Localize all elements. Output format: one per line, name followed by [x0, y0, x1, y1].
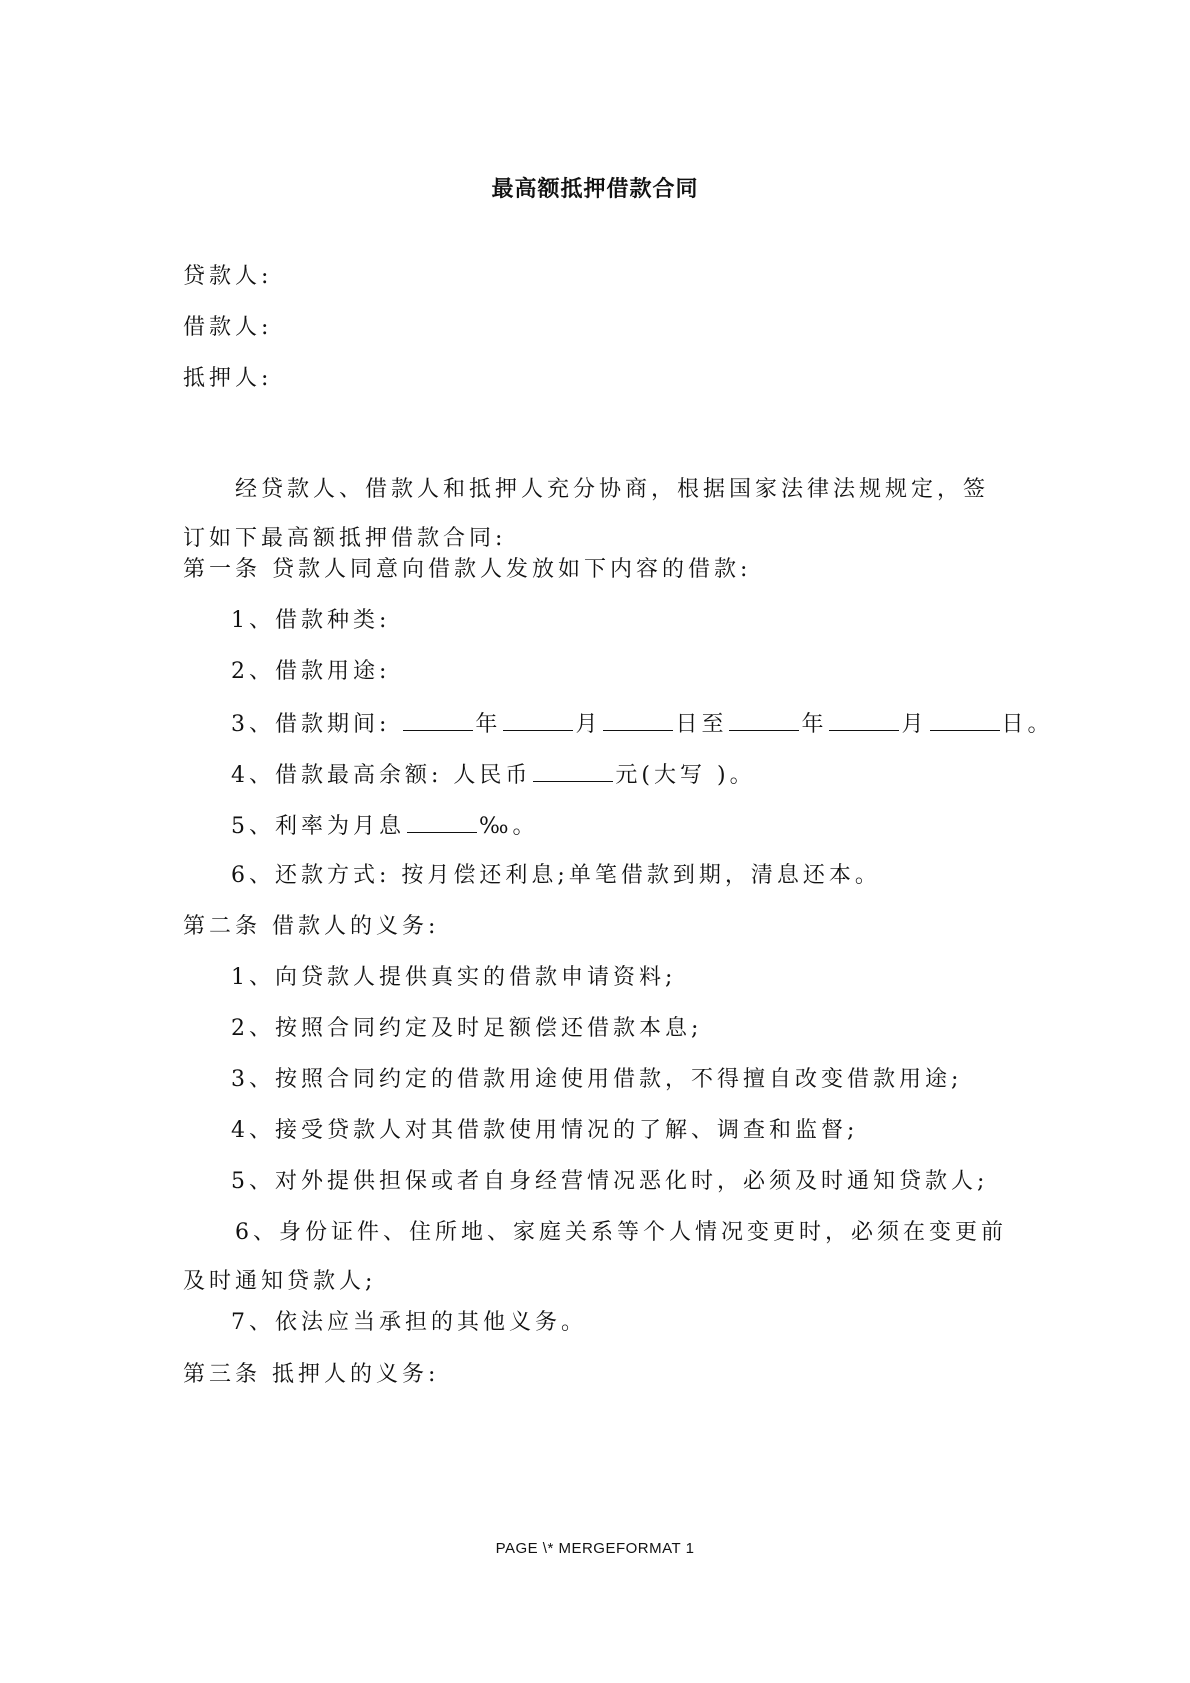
max-balance-label: 4、借款最高余额: 人民币: [231, 763, 532, 788]
article3-heading: 第三条 抵押人的义务:: [183, 1362, 440, 1387]
document-title: 最高额抵押借款合同: [491, 176, 699, 202]
article1-item3: [231, 708, 1054, 740]
article2-item2: 2、按照合同约定及时足额偿还借款本息;: [231, 1016, 703, 1041]
article2-item3: 3、按照合同约定的借款用途使用借款，不得擅自改变借款用途;: [231, 1067, 963, 1092]
loan-period-label: 3、借款期间:: [231, 712, 391, 737]
page-footer: PAGE \* MERGEFORMAT 1: [495, 1540, 695, 1557]
year-label: 年: [475, 712, 502, 737]
interest-label: 5、利率为月息: [231, 814, 405, 839]
article2-item6: 6、身份证件、住所地、家庭关系等个人情况变更时，必须在变更前及时通知贷款人;: [183, 1220, 1007, 1294]
article2-item4: 4、接受贷款人对其借款使用情况的了解、调查和监督;: [231, 1118, 859, 1143]
party-borrower: 借款人:: [183, 315, 273, 340]
article2-item1: 1、向贷款人提供真实的借款申请资料;: [231, 965, 677, 990]
party-mortgagor: 抵押人:: [183, 366, 273, 391]
interest-suffix: ‰。: [479, 814, 539, 839]
max-balance-suffix: 元(大写 )。: [615, 763, 756, 788]
blank-start-year[interactable]: [403, 708, 473, 731]
article2-heading: 第二条 借款人的义务:: [183, 914, 440, 939]
blank-start-day[interactable]: [603, 708, 673, 731]
article1-item4: [231, 759, 756, 791]
year-label: 年: [801, 712, 828, 737]
article1-item2: 2、借款用途:: [231, 659, 391, 684]
blank-end-month[interactable]: [829, 708, 899, 731]
blank-start-month[interactable]: [503, 708, 573, 731]
blank-max-amount[interactable]: [533, 759, 613, 782]
article1-item6: 6、还款方式: 按月偿还利息;单笔借款到期，清息还本。: [231, 863, 881, 888]
day-to-label: 日至: [675, 712, 728, 737]
party-lender: 贷款人:: [183, 264, 273, 289]
article1-heading: 第一条 贷款人同意向借款人发放如下内容的借款:: [183, 557, 752, 582]
blank-end-day[interactable]: [930, 708, 1000, 731]
intro-paragraph: 经贷款人、借款人和抵押人充分协商，根据国家法律法规规定，签订如下最高额抵押借款合同:: [183, 477, 990, 551]
month-label: 月: [575, 712, 602, 737]
blank-interest-rate[interactable]: [407, 810, 477, 833]
article2-item7: 7、依法应当承担的其他义务。: [231, 1310, 587, 1335]
day-label: 日。: [1001, 712, 1054, 737]
month-label: 月: [901, 712, 928, 737]
article2-item5: 5、对外提供担保或者自身经营情况恶化时，必须及时通知贷款人;: [231, 1169, 989, 1194]
blank-end-year[interactable]: [729, 708, 799, 731]
article1-item5: [231, 810, 539, 842]
article1-item1: 1、借款种类:: [231, 608, 391, 633]
